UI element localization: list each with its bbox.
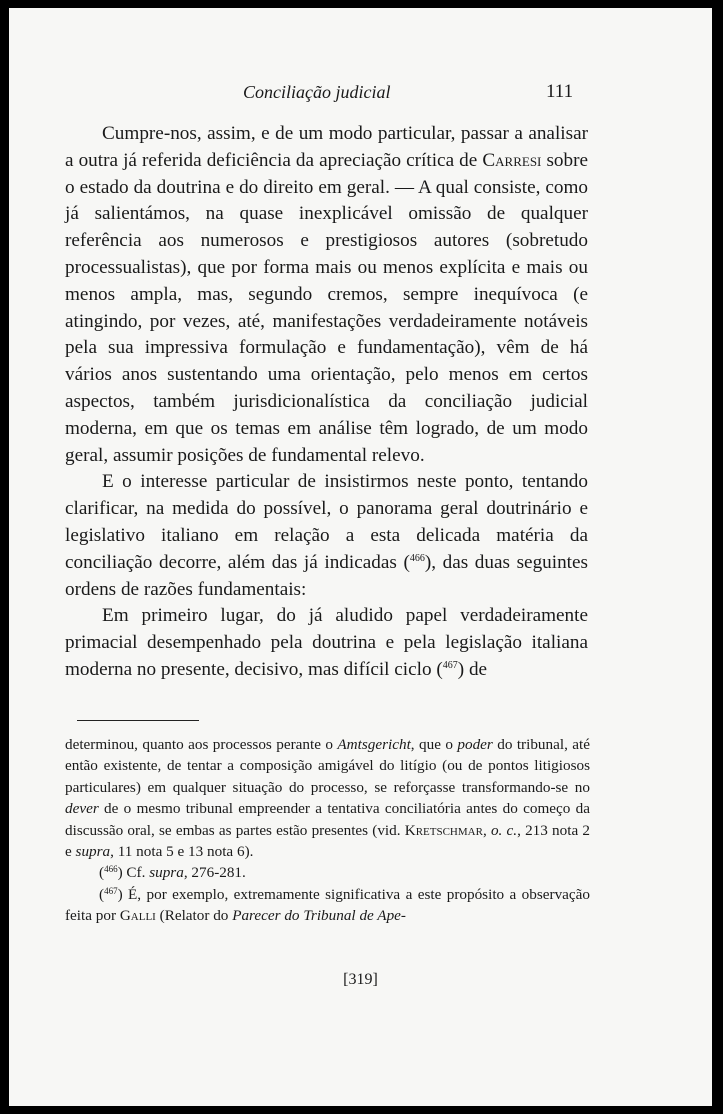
footnote-italic: poder: [457, 736, 493, 753]
footnote-text: , 276-281.: [183, 864, 246, 882]
footnote-text: ,: [482, 821, 491, 839]
footnote-reference: 467: [442, 659, 458, 671]
footnote-text: (Relator do: [155, 907, 233, 925]
footnote-italic: dever: [65, 800, 99, 818]
footnote-number: 466: [104, 864, 118, 875]
paragraph-2: [65, 469, 588, 603]
footnote-italic: Parecer do Tribunal de Ape-: [232, 907, 406, 925]
author-name: Carresi: [482, 149, 542, 171]
footnote-italic: supra: [149, 864, 184, 882]
paragraph-text: sobre o estado da doutrina e do direito em geral. — A qual consiste, como já salientámos, na quase inexplicável omissão de qualquer referência aos numerosos e prestigiosos autores (sobretudo processualistas), que por forma mais ou menos explícita e mais ou menos ampla, mas, segundo cremos, sempre inequívoca (e atingindo, por vezes, até, manifestações verdadeiramente notáveis pela sua impressiva formulação e fundamentação), vêm de há vários anos sustentando uma orientação, pelo menos em certos aspectos, também jurisdicionalística da conciliação judicial moderna, em que os temas em análise têm logrado, de um modo geral, assumir posições de fundamental relevo.: [65, 149, 589, 466]
paragraph-text: Cumpre-nos, assim, e de um modo particular, passar a analisar a outra já referida deficiência da apreciação crítica de: [65, 123, 588, 171]
paragraph-text: ) de: [457, 658, 488, 680]
footnote-text: , que o: [410, 736, 458, 753]
main-text: [65, 121, 588, 684]
footnote-text: Cf.: [122, 864, 150, 882]
footnote-text: de o mesmo tribunal empreender a tentativa conciliatória antes do começo da discussão oral, se embas as partes estão presentes (vid.: [65, 800, 590, 839]
footnote-text: determinou, quanto aos processos perante o: [65, 736, 338, 753]
footnote-italic: Amtsgericht: [337, 736, 411, 753]
footnote-text: , 213 nota 2 e: [65, 821, 590, 861]
book-page: [9, 8, 712, 1106]
page-header: [9, 80, 712, 104]
paragraph-3: [65, 603, 588, 683]
footnote-number: 467: [104, 885, 118, 896]
page-number: 111: [546, 81, 574, 102]
footnote-467: ($^{467}$) É, por exemplo, extremamente significativa a este propósito a observação feita por Galli (Relator do Parecer do Tribunal de Ape-: [65, 885, 590, 925]
footnote-text: , 11 nota 5 e 13 nota 6).: [110, 843, 254, 861]
running-title: Conciliação judicial: [243, 82, 391, 102]
paragraph-text: Em primeiro lugar, do já aludido papel verdadeiramente primacial desempenhado pela doutrina e pela legislação italiana moderna no presente, decisivo, mas difícil ciclo (: [65, 605, 588, 680]
footnotes: [65, 734, 590, 927]
footnote-text: do tribunal, até então existente, de tentar a composição amigável do litígio (ou de pontos litigiosos particulares) em qualquer situação do processo, se reforçasse transformando-se no: [65, 736, 590, 796]
footnote-text: É, por exemplo, extremamente significativa a este propósito a observação feita por: [65, 885, 590, 925]
paragraph-text: ), das duas seguintes ordens de razões fundamentais:: [65, 551, 588, 600]
author-name: Kretschmar: [404, 821, 483, 839]
paragraph-1: [65, 121, 588, 469]
author-name: Galli: [119, 907, 156, 925]
footnote-divider: [77, 720, 199, 721]
footnote-continuation: [65, 734, 590, 862]
paragraph-text: E o interesse particular de insistirmos neste ponto, tentando clarificar, na medida do possível, o panorama geral doutrinário e legislativo italiano em relação a esta delicada matéria da conciliação decorre, além das já indicadas (: [65, 471, 588, 573]
footnote-466: ($^{466}$) Cf. supra, 276-281.: [99, 864, 246, 882]
folio-number: [319]: [343, 971, 378, 988]
footnote-italic: supra: [75, 843, 111, 861]
footnote-italic: o. c.: [490, 821, 518, 839]
footnote-reference: 466: [409, 552, 425, 564]
